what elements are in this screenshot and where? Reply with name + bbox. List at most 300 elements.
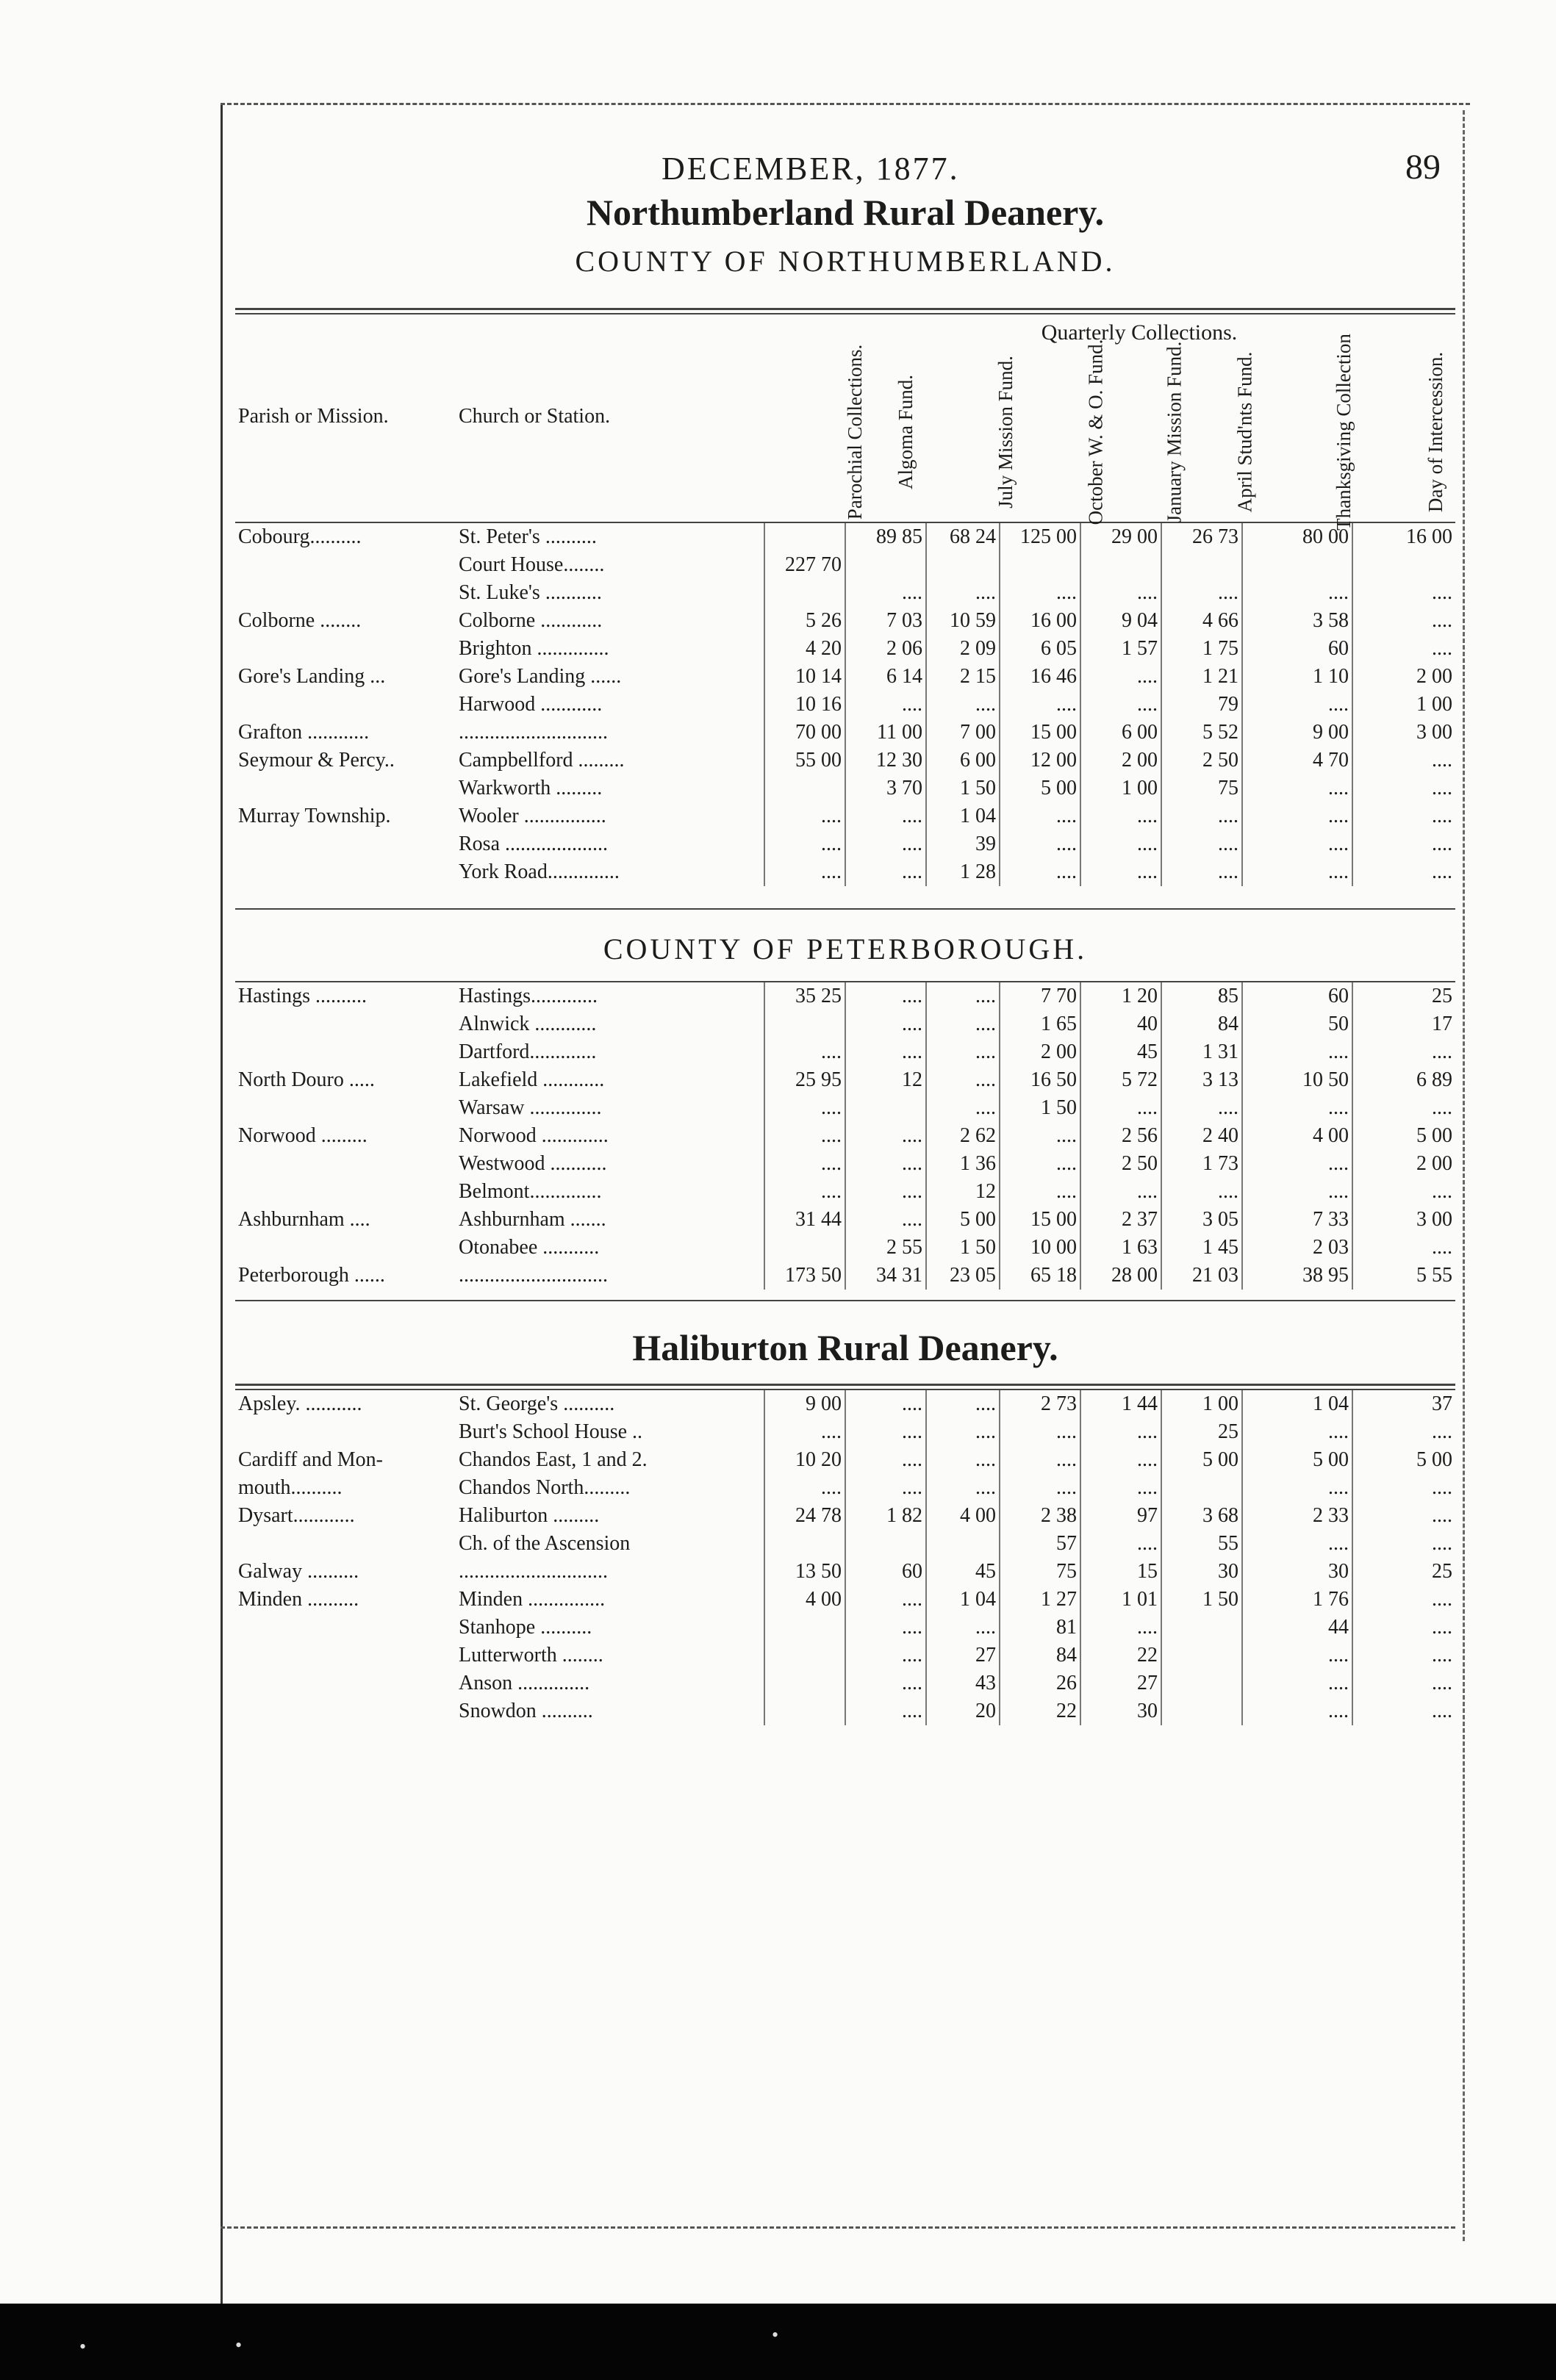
amount-cell (926, 1530, 1000, 1558)
table-row (235, 982, 1455, 1010)
amount-cell: .... (845, 1390, 926, 1418)
amount-cell: 1 65 (1000, 1010, 1080, 1038)
amount-cell: 16 46 (1000, 663, 1080, 691)
amount-cell: .... (1352, 1418, 1455, 1446)
col-january-header: January Mission Fund. (1163, 341, 1186, 523)
amount-cell: 44 (1242, 1614, 1352, 1642)
amount-cell: 30 (1080, 1697, 1161, 1725)
amount-cell: 16 50 (1000, 1066, 1080, 1094)
amount-cell: 75 (1161, 774, 1242, 802)
table-row (235, 802, 1455, 830)
scan-mark: • (79, 2336, 87, 2357)
parish-cell (235, 774, 456, 802)
amount-cell: .... (1161, 858, 1242, 886)
station-cell: Otonabee ........... (459, 1236, 600, 1259)
amount-cell: .... (1000, 1446, 1080, 1474)
column-header-table (235, 314, 1455, 531)
page-number: 89 (1405, 148, 1441, 187)
amount-cell: .... (845, 1038, 926, 1066)
amount-cell: 10 59 (926, 607, 1000, 635)
amount-cell: 15 (1080, 1558, 1161, 1586)
amount-cell: .... (1352, 1642, 1455, 1669)
station-cell: Chandos East, 1 and 2. (459, 1448, 648, 1471)
station-cell: Dartford............. (459, 1040, 597, 1063)
amount-cell: .... (926, 1390, 1000, 1418)
amount-cell: .... (764, 1418, 845, 1446)
amount-cell: .... (1352, 747, 1455, 774)
amount-cell: .... (926, 691, 1000, 719)
amount-cell: 25 (1352, 1558, 1455, 1586)
parish-cell: Cobourg.......... (238, 525, 362, 548)
amount-cell: .... (764, 1150, 845, 1178)
amount-cell: .... (764, 1094, 845, 1122)
amount-cell: 1 73 (1161, 1150, 1242, 1178)
amount-cell: .... (1242, 1094, 1352, 1122)
table-row (235, 1446, 1455, 1474)
amount-cell: 5 00 (1352, 1122, 1455, 1150)
amount-cell: .... (845, 1669, 926, 1697)
amount-cell: 5 00 (926, 1206, 1000, 1234)
amount-cell: 43 (926, 1669, 1000, 1697)
amount-cell: .... (1352, 1530, 1455, 1558)
amount-cell (1080, 551, 1161, 579)
amount-cell: 50 (1242, 1010, 1352, 1038)
parish-cell: mouth.......... (238, 1476, 343, 1499)
amount-cell (1352, 551, 1455, 579)
amount-cell: 60 (845, 1558, 926, 1586)
amount-cell (764, 1614, 845, 1642)
station-cell: Warsaw .............. (459, 1096, 602, 1119)
page-right-edge (1463, 110, 1466, 2241)
amount-cell: 85 (1161, 982, 1242, 1010)
amount-cell: 11 00 (845, 719, 926, 747)
amount-cell: .... (1080, 802, 1161, 830)
amount-cell: .... (845, 1697, 926, 1725)
amount-cell: 12 30 (845, 747, 926, 774)
amount-cell: .... (1000, 1150, 1080, 1178)
amount-cell (1161, 1642, 1242, 1669)
page (235, 110, 1455, 1725)
table-row (235, 1010, 1455, 1038)
running-title: DECEMBER, 1877. (662, 151, 960, 187)
amount-cell: .... (1242, 774, 1352, 802)
amount-cell: .... (1352, 802, 1455, 830)
amount-cell: 1 28 (926, 858, 1000, 886)
amount-cell: 13 50 (764, 1558, 845, 1586)
amount-cell: 2 09 (926, 635, 1000, 663)
parish-cell: Seymour & Percy.. (238, 749, 395, 772)
amount-cell: 4 20 (764, 635, 845, 663)
amount-cell: .... (1352, 635, 1455, 663)
amount-cell: 20 (926, 1697, 1000, 1725)
table-row (235, 1262, 1455, 1290)
station-cell: ............................. (459, 1560, 608, 1583)
amount-cell: 1 20 (1080, 982, 1161, 1010)
amount-cell: 1 31 (1161, 1038, 1242, 1066)
amount-cell: 89 85 (845, 523, 926, 551)
col-parochial-header: Parochial Collections. (844, 344, 867, 520)
station-cell: Ch. of the Ascension (459, 1532, 631, 1555)
parish-cell (235, 1530, 456, 1558)
parish-cell (235, 1178, 456, 1206)
rule (235, 1300, 1455, 1301)
amount-cell: 6 00 (1080, 719, 1161, 747)
amount-cell: 1 01 (1080, 1586, 1161, 1614)
parish-cell (235, 1038, 456, 1066)
amount-cell: .... (1352, 1614, 1455, 1642)
amount-cell: 2 50 (1161, 747, 1242, 774)
amount-cell: .... (1352, 858, 1455, 886)
amount-cell: .... (1352, 1234, 1455, 1262)
amount-cell: .... (926, 1066, 1000, 1094)
amount-cell: 1 76 (1242, 1586, 1352, 1614)
amount-cell: 1 75 (1161, 635, 1242, 663)
table-row (235, 747, 1455, 774)
parish-cell (235, 1150, 456, 1178)
amount-cell: 6 14 (845, 663, 926, 691)
amount-cell (1161, 1697, 1242, 1725)
amount-cell: .... (845, 1010, 926, 1038)
amount-cell: 12 (926, 1178, 1000, 1206)
amount-cell: .... (1242, 1642, 1352, 1669)
amount-cell: 1 50 (1000, 1094, 1080, 1122)
amount-cell: 2 56 (1080, 1122, 1161, 1150)
amount-cell: 45 (1080, 1038, 1161, 1066)
station-cell: St. Peter's .......... (459, 525, 597, 548)
amount-cell: .... (845, 1418, 926, 1446)
col-july-header: July Mission Fund. (994, 356, 1017, 508)
amount-cell: 7 03 (845, 607, 926, 635)
scan-binding-strip (0, 2304, 1556, 2380)
parish-cell (235, 1094, 456, 1122)
parish-cell: Grafton ............ (238, 721, 370, 744)
amount-cell: 2 38 (1000, 1502, 1080, 1530)
parish-cell (235, 1418, 456, 1446)
amount-cell: .... (1242, 1418, 1352, 1446)
amount-cell (764, 1530, 845, 1558)
parish-cell: Galway .......... (238, 1560, 359, 1583)
amount-cell: .... (845, 1206, 926, 1234)
station-cell: Lakefield ............ (459, 1068, 605, 1091)
rule (235, 1384, 1455, 1390)
amount-cell: 25 (1161, 1418, 1242, 1446)
amount-cell: .... (1080, 663, 1161, 691)
amount-cell: .... (1352, 1502, 1455, 1530)
table-row (235, 1530, 1455, 1558)
deanery-title: Northumberland Rural Deanery. (586, 192, 1105, 233)
table-row (235, 1038, 1455, 1066)
station-cell: Alnwick ............ (459, 1013, 597, 1035)
amount-cell: .... (845, 691, 926, 719)
parish-cell: Minden .......... (238, 1588, 359, 1611)
amount-cell: 21 03 (1161, 1262, 1242, 1290)
amount-cell (1161, 551, 1242, 579)
amount-cell: 26 73 (1161, 523, 1242, 551)
amount-cell: 23 05 (926, 1262, 1000, 1290)
station-cell: Norwood ............. (459, 1124, 609, 1147)
col-blank (1352, 314, 1455, 347)
amount-cell: 5 00 (1352, 1446, 1455, 1474)
amount-cell: 34 31 (845, 1262, 926, 1290)
col-parish-header: Parish or Mission. (238, 405, 389, 428)
station-cell: Burt's School House .. (459, 1420, 643, 1443)
amount-cell: 5 55 (1352, 1262, 1455, 1290)
amount-cell: .... (926, 1094, 1000, 1122)
parish-cell (235, 691, 456, 719)
amount-cell: 1 50 (1161, 1586, 1242, 1614)
amount-cell (764, 1642, 845, 1669)
amount-cell (1161, 1614, 1242, 1642)
amount-cell: .... (1242, 1530, 1352, 1558)
amount-cell: 60 (1242, 982, 1352, 1010)
page-left-edge (221, 103, 223, 2307)
amount-cell: .... (1000, 858, 1080, 886)
amount-cell: .... (764, 802, 845, 830)
parish-cell (235, 1669, 456, 1697)
amount-cell: 5 72 (1080, 1066, 1161, 1094)
amount-cell: .... (1080, 1418, 1161, 1446)
amount-cell: 75 (1000, 1558, 1080, 1586)
station-cell: Haliburton ......... (459, 1504, 600, 1527)
amount-cell: 2 00 (1080, 747, 1161, 774)
amount-cell: 4 00 (926, 1502, 1000, 1530)
table-row (235, 579, 1455, 607)
amount-cell: 3 68 (1161, 1502, 1242, 1530)
amount-cell: 79 (1161, 691, 1242, 719)
parish-cell (235, 858, 456, 886)
running-head (235, 110, 1455, 187)
amount-cell: .... (1000, 579, 1080, 607)
amount-cell: .... (1080, 1474, 1161, 1502)
parish-cell: Gore's Landing ... (238, 665, 386, 688)
county-title: COUNTY OF NORTHUMBERLAND. (575, 245, 1116, 278)
amount-cell: .... (926, 1446, 1000, 1474)
amount-cell: .... (845, 1122, 926, 1150)
amount-cell: 1 44 (1080, 1390, 1161, 1418)
amount-cell: 68 24 (926, 523, 1000, 551)
amount-cell: 40 (1080, 1010, 1161, 1038)
amount-cell: .... (845, 1642, 926, 1669)
amount-cell: 2 33 (1242, 1502, 1352, 1530)
amount-cell: .... (1352, 1669, 1455, 1697)
haliburton-table (235, 1390, 1455, 1725)
amount-cell (764, 1010, 845, 1038)
amount-cell: 3 58 (1242, 607, 1352, 635)
station-cell: ............................. (459, 1264, 608, 1287)
amount-cell: .... (1000, 1122, 1080, 1150)
amount-cell: .... (1352, 830, 1455, 858)
table-row (235, 774, 1455, 802)
peterborough-table (235, 982, 1455, 1290)
amount-cell: 17 (1352, 1010, 1455, 1038)
amount-cell: 1 63 (1080, 1234, 1161, 1262)
amount-cell: .... (1242, 802, 1352, 830)
amount-cell: .... (845, 982, 926, 1010)
amount-cell: 1 82 (845, 1502, 926, 1530)
amount-cell: .... (1161, 1094, 1242, 1122)
amount-cell: 38 95 (1242, 1262, 1352, 1290)
amount-cell: .... (845, 802, 926, 830)
amount-cell: .... (1242, 858, 1352, 886)
amount-cell: 3 13 (1161, 1066, 1242, 1094)
amount-cell: 27 (1080, 1669, 1161, 1697)
parish-cell (235, 551, 456, 579)
table-row (235, 1614, 1455, 1642)
amount-cell: 65 18 (1000, 1262, 1080, 1290)
amount-cell: .... (1242, 1697, 1352, 1725)
amount-cell: 2 73 (1000, 1390, 1080, 1418)
parish-cell (235, 1234, 456, 1262)
amount-cell: 15 00 (1000, 1206, 1080, 1234)
amount-cell: .... (845, 1474, 926, 1502)
amount-cell: .... (1080, 1446, 1161, 1474)
parish-cell: Peterborough ...... (238, 1264, 385, 1287)
table-row (235, 1642, 1455, 1669)
amount-cell: .... (1080, 1530, 1161, 1558)
parish-cell: Ashburnham .... (238, 1208, 370, 1231)
amount-cell: 3 00 (1352, 1206, 1455, 1234)
col-algoma-header: Algoma Fund. (894, 374, 917, 490)
amount-cell: 12 00 (1000, 747, 1080, 774)
amount-cell: 25 (1352, 982, 1455, 1010)
table-row (235, 523, 1455, 551)
station-cell: Gore's Landing ...... (459, 665, 622, 688)
amount-cell (764, 1669, 845, 1697)
amount-cell: 26 (1000, 1669, 1080, 1697)
station-cell: Rosa .................... (459, 833, 608, 855)
table-row (235, 858, 1455, 886)
amount-cell: .... (764, 1122, 845, 1150)
amount-cell: .... (845, 1150, 926, 1178)
amount-cell: .... (1000, 1418, 1080, 1446)
table-row (235, 830, 1455, 858)
col-intercession-header: Day of Intercession. (1424, 351, 1447, 513)
amount-cell: 1 00 (1161, 1390, 1242, 1418)
amount-cell: 2 55 (845, 1234, 926, 1262)
amount-cell (1242, 551, 1352, 579)
amount-cell: .... (1242, 691, 1352, 719)
amount-cell: 4 00 (1242, 1122, 1352, 1150)
amount-cell: .... (926, 1474, 1000, 1502)
amount-cell (764, 1697, 845, 1725)
table-row (235, 1558, 1455, 1586)
station-cell: Campbellford ......... (459, 749, 625, 772)
amount-cell: .... (926, 1038, 1000, 1066)
amount-cell: 7 70 (1000, 982, 1080, 1010)
parish-cell: Colborne ........ (238, 609, 362, 632)
parish-cell: Dysart............ (238, 1504, 355, 1527)
amount-cell (845, 1094, 926, 1122)
amount-cell: 22 (1080, 1642, 1161, 1669)
amount-cell: .... (926, 982, 1000, 1010)
station-cell: Stanhope .......... (459, 1616, 592, 1639)
amount-cell: .... (1000, 802, 1080, 830)
station-cell: Westwood ........... (459, 1152, 607, 1175)
table-row (235, 1502, 1455, 1530)
amount-cell: 1 45 (1161, 1234, 1242, 1262)
amount-cell: .... (926, 1418, 1000, 1446)
table-row (235, 1697, 1455, 1725)
amount-cell: .... (1242, 579, 1352, 607)
amount-cell: 1 21 (1161, 663, 1242, 691)
amount-cell: 31 44 (764, 1206, 845, 1234)
amount-cell: .... (1242, 1038, 1352, 1066)
table-row (235, 663, 1455, 691)
amount-cell: 12 (845, 1066, 926, 1094)
station-cell: ............................. (459, 721, 608, 744)
amount-cell: 5 52 (1161, 719, 1242, 747)
station-cell: St. Luke's ........... (459, 581, 602, 604)
page-top-edge (221, 103, 1470, 107)
amount-cell: 125 00 (1000, 523, 1080, 551)
amount-cell: .... (1000, 1474, 1080, 1502)
station-cell: Chandos North......... (459, 1476, 631, 1499)
quarterly-collections-header: Quarterly Collections. (1041, 320, 1238, 345)
amount-cell: .... (1352, 579, 1455, 607)
amount-cell: .... (926, 1010, 1000, 1038)
parish-cell (235, 1010, 456, 1038)
station-cell: Lutterworth ........ (459, 1644, 603, 1667)
amount-cell: 97 (1080, 1502, 1161, 1530)
station-cell: Snowdon .......... (459, 1700, 593, 1722)
amount-cell: 29 00 (1080, 523, 1161, 551)
amount-cell: 60 (1242, 635, 1352, 663)
amount-cell: 1 50 (926, 774, 1000, 802)
amount-cell: 9 04 (1080, 607, 1161, 635)
amount-cell: 70 00 (764, 719, 845, 747)
amount-cell: 1 04 (926, 1586, 1000, 1614)
amount-cell: 5 26 (764, 607, 845, 635)
amount-cell: 2 00 (1352, 663, 1455, 691)
amount-cell: 45 (926, 1558, 1000, 1586)
table-row (235, 1234, 1455, 1262)
amount-cell: .... (1352, 607, 1455, 635)
amount-cell: 55 (1161, 1530, 1242, 1558)
amount-cell: 6 00 (926, 747, 1000, 774)
parish-cell: Norwood ......... (238, 1124, 368, 1147)
parish-cell (235, 1642, 456, 1669)
amount-cell: .... (1080, 1614, 1161, 1642)
amount-cell: .... (1242, 1150, 1352, 1178)
amount-cell: 30 (1242, 1558, 1352, 1586)
station-cell: Anson .............. (459, 1672, 590, 1694)
amount-cell: .... (764, 858, 845, 886)
amount-cell: 2 62 (926, 1122, 1000, 1150)
amount-cell: 35 25 (764, 982, 845, 1010)
amount-cell (926, 551, 1000, 579)
amount-cell: 9 00 (1242, 719, 1352, 747)
parish-cell (235, 635, 456, 663)
amount-cell: 37 (1352, 1390, 1455, 1418)
amount-cell (764, 774, 845, 802)
deanery-title: Haliburton Rural Deanery. (632, 1327, 1058, 1368)
parish-cell (235, 830, 456, 858)
page-bottom-edge (221, 2226, 1455, 2230)
amount-cell: .... (1161, 802, 1242, 830)
amount-cell: 7 33 (1242, 1206, 1352, 1234)
amount-cell (1161, 1474, 1242, 1502)
rule (235, 308, 1455, 314)
amount-cell: .... (1352, 1697, 1455, 1725)
table-row (235, 1586, 1455, 1614)
amount-cell: .... (845, 830, 926, 858)
amount-cell: .... (1000, 691, 1080, 719)
parish-cell: Apsley. ........... (238, 1392, 362, 1415)
amount-cell: .... (845, 579, 926, 607)
amount-cell: 1 10 (1242, 663, 1352, 691)
amount-cell: .... (764, 830, 845, 858)
station-cell: Minden ............... (459, 1588, 606, 1611)
